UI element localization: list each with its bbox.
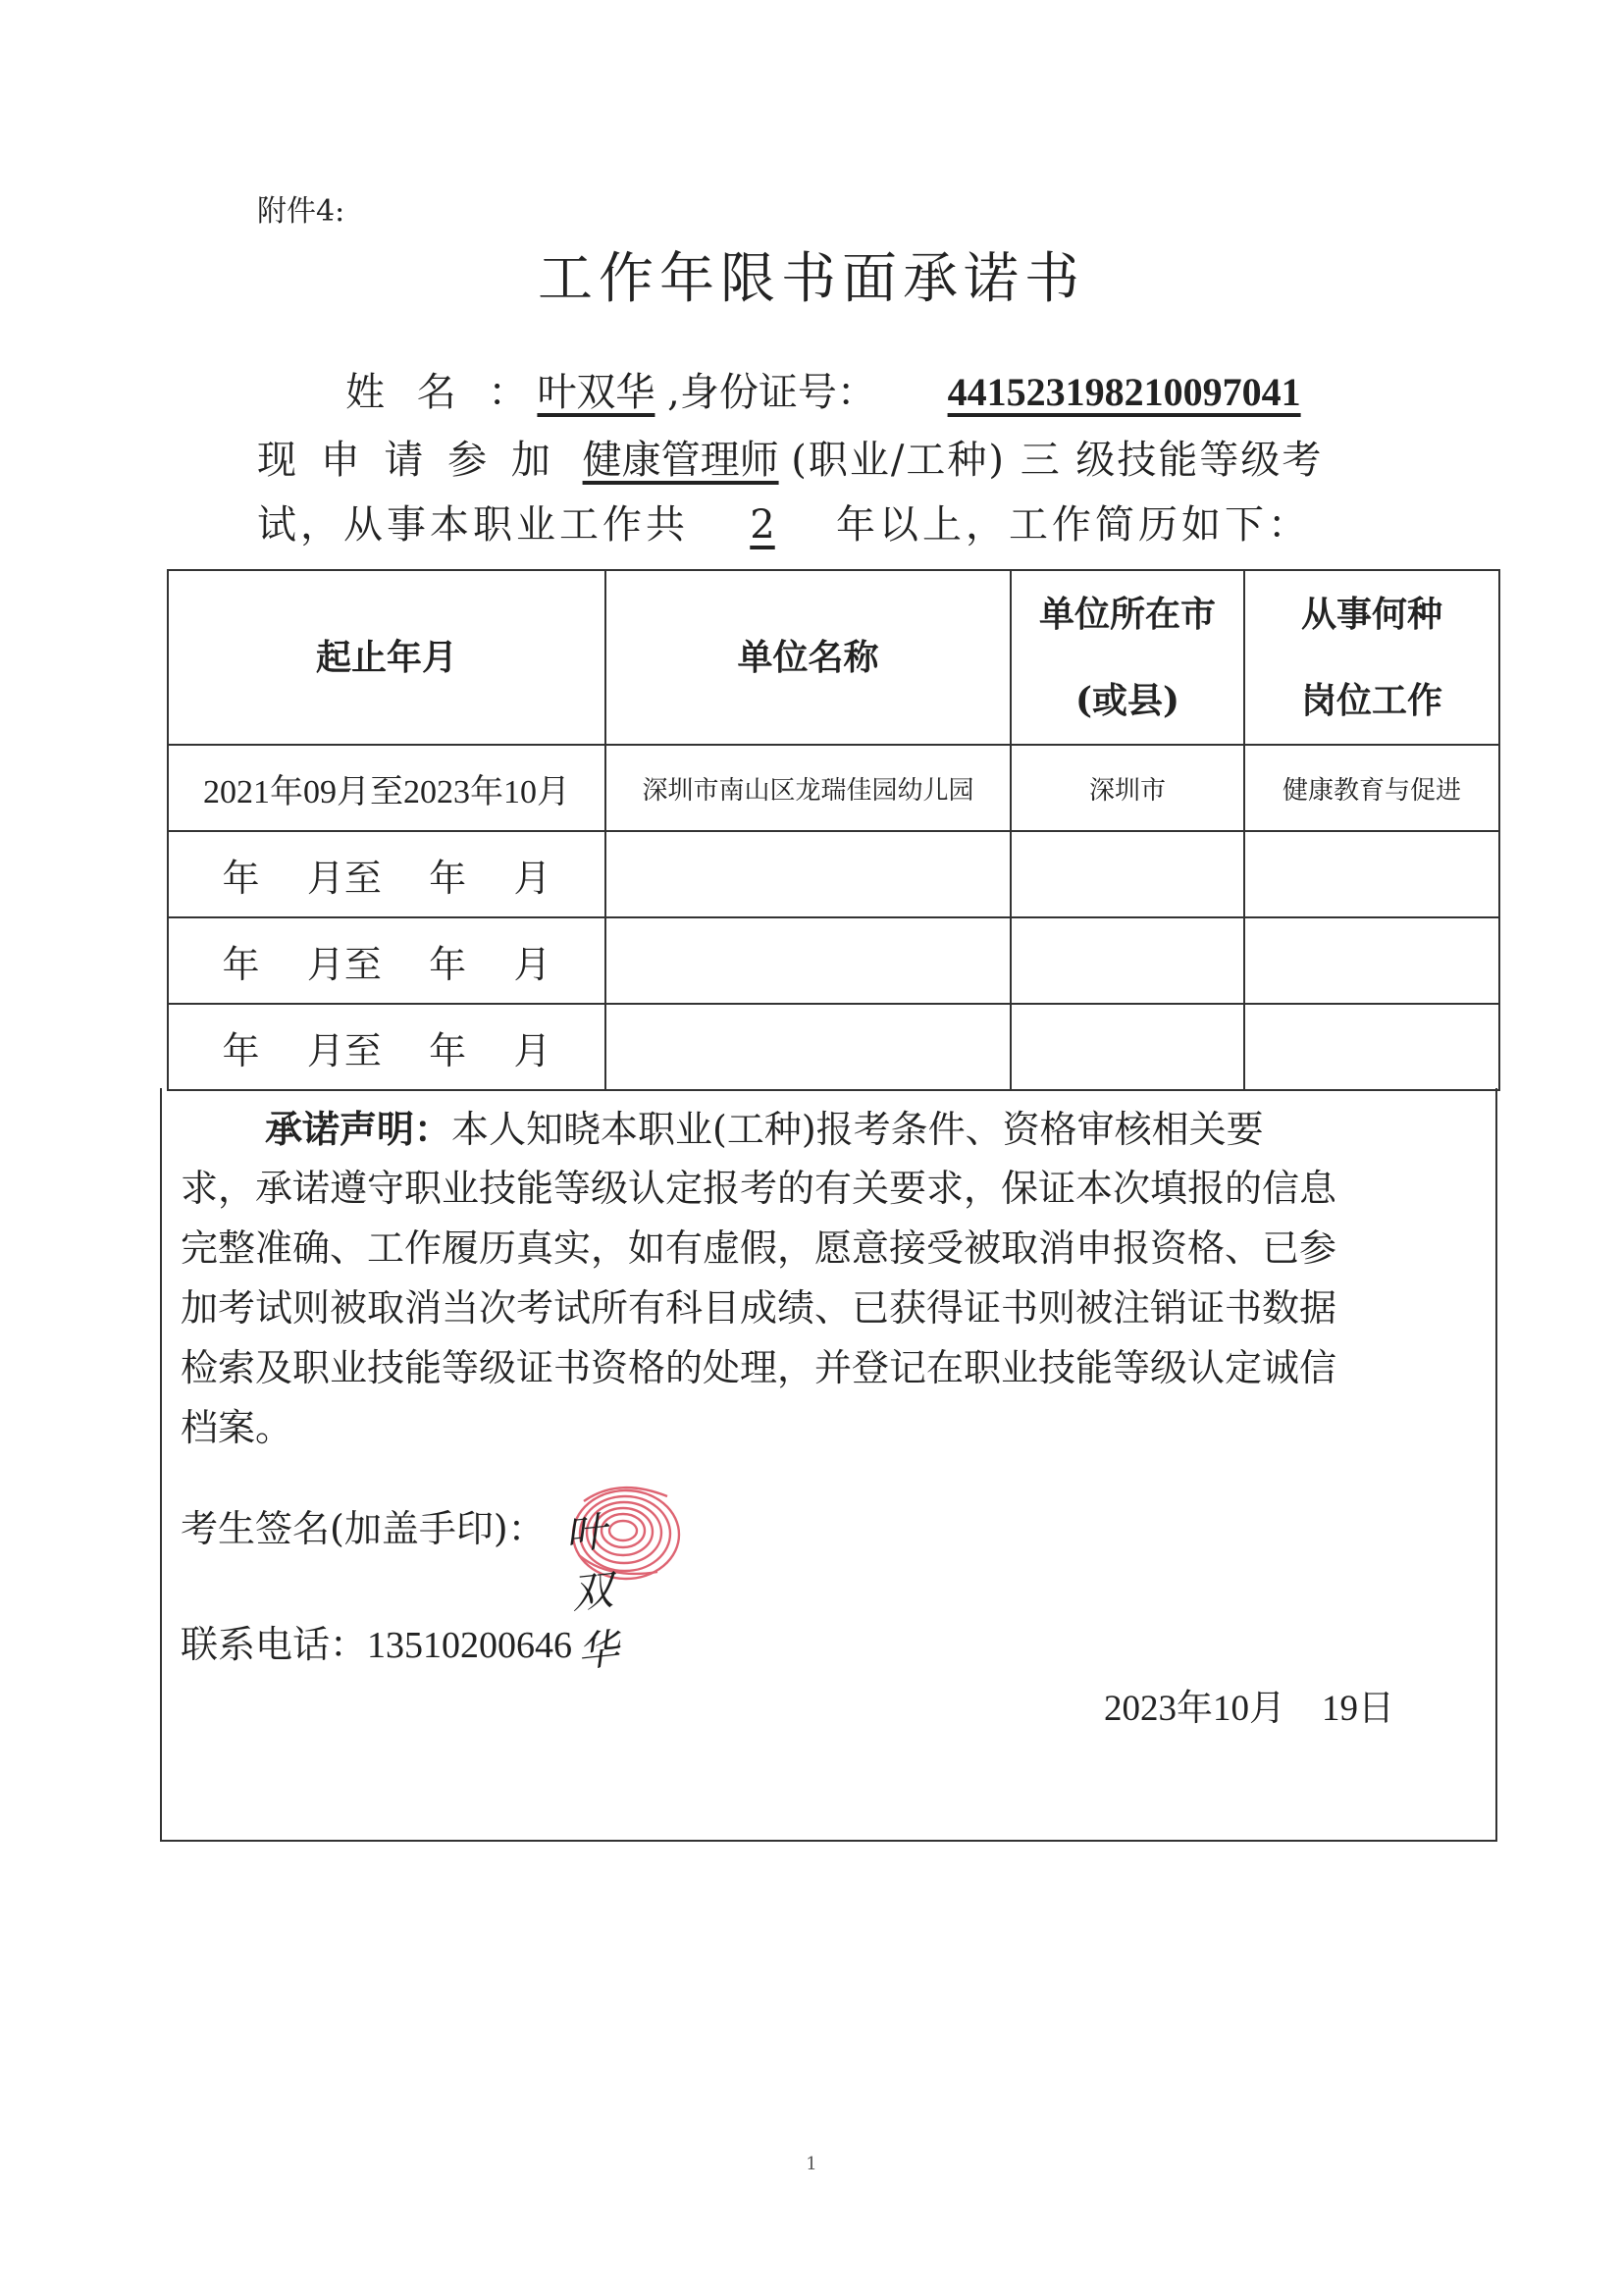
years-line [257,494,1311,549]
declaration-text-1: 本人知晓本职业(工种)报考条件、资格审核相关要 [451,1108,1264,1151]
phone-label: 联系电话： [181,1623,368,1666]
row2-unit [605,831,1011,917]
declaration-line-5: 检索及职业技能等级证书资格的处理，并登记在职业技能等级认定诚信 [181,1346,1337,1389]
table-row [168,745,1499,831]
years-value: 2 [750,502,775,548]
years-suffix: 年以上，工作简历如下： [836,502,1311,548]
sign-date: 2023年10月 19日 [1104,1689,1394,1729]
header-city [1011,570,1244,745]
id-label: ,身份证号： [667,370,876,415]
declaration-line-4: 加考试则被取消当次考试所有科目成绩、已获得证书则被注销证书数据 [181,1286,1337,1330]
row4-period: 年 月至 年 月 [168,1004,605,1090]
header-unit: 单位名称 [605,570,1011,745]
table-header-row [168,570,1499,745]
header-city-line1: 单位所在市 [1038,594,1216,635]
apply-prefix: 现 申 请 参 加 [257,438,556,483]
row3-period: 年 月至 年 月 [168,917,605,1004]
row2-period: 年 月至 年 月 [168,831,605,917]
id-value: 441523198210097041 [947,370,1301,414]
years-prefix: 试，从事本职业工作共 [257,502,689,548]
header-position [1244,570,1499,745]
row2-city [1011,831,1244,917]
row3-position [1244,917,1499,1004]
occupation-value: 健康管理师 [582,438,779,483]
header-city-line2: (或县) [1074,680,1180,721]
signature-name: 叶双华 [562,1507,618,1677]
apply-suffix: (职业/工种) 三 级技能等级考 [791,438,1324,483]
table-row [168,917,1499,1004]
attachment-label: 附件4: [257,194,345,229]
name-id-line [345,361,1301,417]
work-history-table [167,569,1500,1091]
row1-period: 2021年09月至2023年10月 [168,745,605,831]
header-position-line1: 从事何种 [1300,594,1442,635]
phone-value: 13510200646 [367,1625,573,1666]
row2-position [1244,831,1499,917]
row1-unit: 深圳市南山区龙瑞佳园幼儿园 [605,745,1011,831]
name-value: 叶双华 [537,370,655,415]
page-number: 1 [806,2154,817,2174]
row1-position: 健康教育与促进 [1244,745,1499,831]
table-row [168,831,1499,917]
header-period: 起止年月 [168,570,605,745]
name-label: 姓 名 ： [345,370,538,415]
signature-label: 考生签名(加盖手印)： [181,1507,546,1550]
declaration-line-2: 求，承诺遵守职业技能等级认定报考的有关要求，保证本次填报的信息 [181,1167,1337,1210]
apply-line [257,429,1323,485]
declaration-label: 承诺声明： [265,1107,452,1151]
row4-unit [605,1004,1011,1090]
page-title: 工作年限书面承诺书 [538,247,1085,311]
declaration-line-1 [265,1099,1492,1160]
table-row [168,1004,1499,1090]
row4-position [1244,1004,1499,1090]
row3-city [1011,917,1244,1004]
phone-line [181,1615,1407,1676]
row4-city [1011,1004,1244,1090]
declaration-line-6: 档案。 [181,1406,293,1449]
row3-unit [605,917,1011,1004]
declaration-line-3: 完整准确、工作履历真实，如有虚假，愿意接受被取消申报资格、已参 [181,1226,1337,1270]
row1-city: 深圳市 [1011,745,1244,831]
header-position-line2: 岗位工作 [1300,680,1442,721]
